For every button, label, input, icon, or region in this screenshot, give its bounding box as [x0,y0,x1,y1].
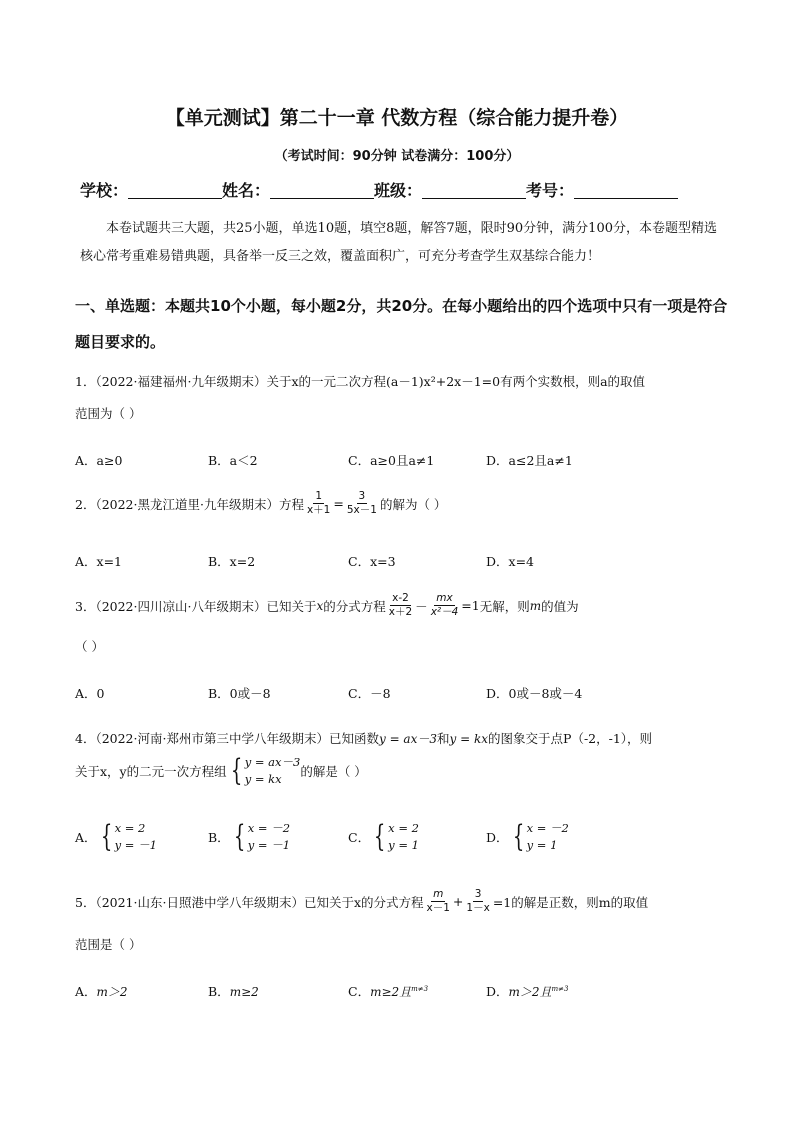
q5-option-a-text: m＞2 [96,985,128,999]
q2-stem [75,490,446,517]
q3-fraction-1 [387,592,414,619]
q5-stem-line2: 范围是（ ） [75,937,142,952]
q3-fraction-1-num: x-2 [392,592,409,604]
q3-fraction-2-den: x²－4 [430,606,459,618]
q4-stem-line1 [75,729,652,747]
q4-prefix: 4．（2022·河南·郑州市第三中学八年级期末）已知函数 [75,731,379,746]
q4-option-c [348,820,419,854]
q3-equals-one: =1 [461,598,480,613]
school-blank [128,180,222,199]
q5-option-a-label: A． [75,984,97,999]
q3-fraction-2 [429,592,461,619]
brace-icon: { [233,819,245,854]
q2-fraction-2-num: 3 [358,490,366,502]
q4-option-a-y: y = －1 [114,838,157,852]
q1-option-b: B．a＜2 [208,453,258,468]
q3-stem [75,592,579,619]
exam-no-blank [574,180,678,199]
q2-option-a: A．x=1 [75,554,123,569]
section-heading-single-choice: 一、单选题：本题共10个小题，每小题2分，共20分。在每小题给出的四个选项中只有一项是符合题目要求的。 [75,297,728,351]
q4-option-b-x: x = －2 [247,821,291,835]
q5-suffix: =1的解是正数，则m的取值 [492,894,649,910]
q4-option-d-y: y = 1 [526,838,558,852]
q1-stem-line2: 范围为（ ） [75,406,142,421]
q2-prefix: 2．（2022·黑龙江道里·九年级期末）方程 [75,496,304,512]
q5-stem [75,888,648,915]
q2-fraction-1-num: 1 [315,490,323,502]
q4-option-d-x: x = －2 [526,821,569,835]
school-label: 学校： [80,181,129,200]
q2-fraction-2-den: 5x－1 [346,504,377,516]
name-label: 姓名： [222,181,271,200]
q5-fraction-2-num: 3 [474,888,482,900]
q4-system-eq2: y = kx [244,772,282,786]
q3-var-m: m [529,598,542,613]
q3-prefix: 3．（2022·四川凉山·八年级期末）已知关于 [75,598,317,614]
q1-option-d: D．a≤2且a≠1 [486,453,573,468]
q2-option-b: B．x=2 [208,554,256,569]
q5-plus: + [452,894,464,909]
q1-option-a: A．a≥0 [75,453,123,468]
brace-icon: { [100,819,112,854]
q4-option-d [486,820,569,854]
q4-option-b-label: B． [208,830,230,845]
q4-line2-suffix: 的解是（ ） [300,764,367,779]
q5-option-c-condition: m≠3 [411,984,429,993]
q4-option-d-label: D． [486,830,509,845]
q3-stem-line2: （ ） [75,639,104,654]
q5-option-b [208,982,259,1000]
q2-option-d: D．x=4 [486,554,534,569]
exam-subtitle: （考试时间：90分钟 试卷满分：100分） [274,149,520,164]
q3-option-c: C．－8 [348,686,391,701]
q3-option-b: B．0或－8 [208,686,271,701]
class-blank [422,180,526,199]
q5-option-c [348,982,428,1000]
q3-var-x: x [316,598,324,613]
q3-option-d: D．0或－8或－4 [486,686,583,701]
q4-function-1: y = ax－3 [378,732,437,746]
q4-option-c-label: C． [348,830,371,845]
q1-option-c: C．a≥0且a≠1 [348,453,435,468]
q4-option-c-x: x = 2 [388,821,419,835]
brace-icon: { [230,753,242,788]
q4-option-a-x: x = 2 [114,821,146,835]
q5-prefix: 5．（2021·山东·日照港中学八年级期末）已知关于x的分式方程 [75,894,424,910]
q5-option-b-label: B． [208,984,230,999]
q3-end: 的值为 [541,598,579,614]
q5-option-b-text: m≥2 [229,985,259,999]
q4-option-b-y: y = －1 [247,838,291,852]
q4-equation-system [227,754,301,788]
q5-option-d-condition: m≠3 [551,984,569,993]
q2-suffix: 的解为（ ） [379,496,447,512]
q1-stem-line1: 1．（2022·福建福州·九年级期末）关于x的一元二次方程(a－1)x²+2x－1=0有两个实数根，则a的取值 [75,374,646,389]
q4-suffix: 的图象交于点P（-2，-1），则 [488,731,653,746]
q3-mid: 的分式方程 [323,598,386,614]
class-label: 班级： [374,181,423,200]
q4-and: 和 [437,731,450,746]
q5-fraction-1 [425,888,452,915]
q4-system-eq1: y = ax－3 [244,755,301,769]
q5-option-c-label: C． [348,984,371,999]
q2-fraction-1 [305,490,332,517]
q5-fraction-2 [464,888,491,915]
q3-option-a: A．0 [75,686,105,701]
page-title: 【单元测试】第二十一章 代数方程（综合能力提升卷） [165,107,629,129]
q4-option-b [208,820,290,854]
q5-option-c-text: m≥2且 [370,985,412,999]
q3-minus: － [415,598,428,614]
q5-option-d-text: m＞2且 [508,985,552,999]
q4-option-a-label: A． [75,830,97,845]
brace-icon: { [373,819,386,854]
q2-equals: = [333,496,344,511]
q2-fraction-2 [345,490,379,517]
brace-icon: { [512,819,524,854]
q4-option-a [75,820,157,854]
q4-line2-prefix: 关于x，y的二元一次方程组 [75,764,227,779]
q5-option-a [75,982,128,1000]
q3-after: 无解，则 [479,598,530,614]
q5-fraction-2-den: 1－x [466,902,490,914]
q5-option-d [486,982,569,1000]
q2-fraction-1-den: x＋1 [306,504,331,516]
exam-no-label: 考号： [526,181,575,200]
q2-option-c: C．x=3 [348,554,396,569]
q4-function-2: y = kx [449,732,489,746]
name-blank [270,180,374,199]
q4-stem-line2 [75,754,367,788]
q4-option-c-y: y = 1 [388,838,419,852]
q5-option-d-label: D． [486,984,509,999]
q3-fraction-2-num: mx [436,592,453,604]
student-info-line [80,178,678,201]
q3-fraction-1-den: x＋2 [388,606,413,618]
intro-paragraph: 本卷试题共三大题，共25小题，单选10题，填空8题，解答7题，限时90分钟，满分100分，本卷题型精选核心常考重难易错典题，具备举一反三之效，覆盖面积广，可充分考查学生双基综合能力！ [80,221,717,264]
q5-fraction-1-den: x－1 [426,902,450,914]
q5-fraction-1-num: m [433,888,444,900]
